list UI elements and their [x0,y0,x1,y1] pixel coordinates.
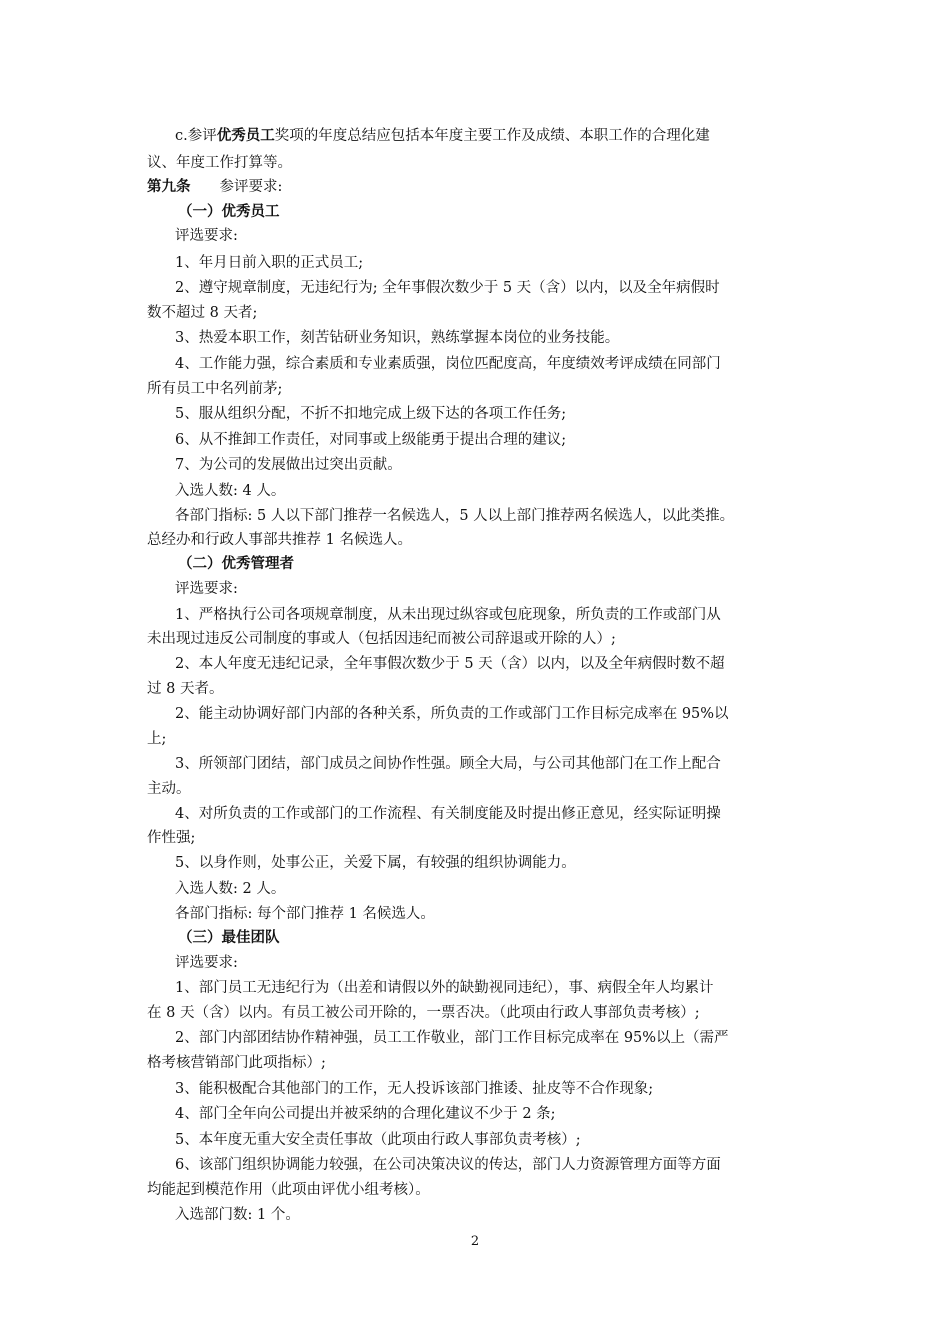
line-text: 6、从不推卸工作责任，对同事或上级能勇于提出合理的建议; [175,432,567,448]
text-line [147,1051,326,1075]
line-text: 未出现过违反公司制度的事或人（包括因违纪而被公司辞退或开除的人）; [147,631,616,647]
text-line [147,151,292,175]
line-text: 过 8 天者。 [147,681,224,697]
line-text: 格考核营销部门此项指标）; [147,1055,326,1071]
text-line [175,577,238,601]
line-text: 各部门指标: 5 人以下部门推荐一名候选人，5 人以上部门推荐两名候选人，以此类推。 [175,508,735,524]
text-line [175,251,363,275]
line-text: 入选人数: 4 人。 [175,483,286,499]
text-line [178,552,294,576]
text-line [147,727,166,751]
text-line [178,926,280,950]
line-text: 入选部门数: 1 个。 [175,1207,300,1223]
text-line [175,1026,729,1050]
line-text: 在 8 天（含）以内。有员工被公司开除的，一票否决。（此项由行政人事部负责考核）; [147,1005,700,1021]
text-line [175,802,721,826]
line-text: 数不超过 8 天者; [147,305,258,321]
text-line [175,352,721,376]
text-line [175,976,713,1000]
line-text: 3、所领部门团结，部门成员之间协作性强。顾全大局，与公司其他部门在工作上配合 [175,756,721,772]
line-text: 3、热爱本职工作，刻苦钻研业务知识，熟练掌握本岗位的业务技能。 [175,330,620,346]
line-text: 总经办和行政人事部共推荐 1 名候选人。 [147,532,412,548]
text-line [147,826,195,850]
text-line [175,402,566,426]
line-text: 议、年度工作打算等。 [147,155,292,171]
text-line [175,702,729,726]
line-text: 各部门指标: 每个部门推荐 1 名候选人。 [175,906,435,922]
line-text: 2、能主动协调好部门内部的各种关系，所负责的工作或部门工作目标完成率在 95%以 [175,706,729,722]
line-text: 评选要求: [175,955,238,971]
line-suffix: 参评要求: [190,179,283,195]
line-text: 5、本年度无重大安全责任事故（此项由行政人事部负责考核）; [175,1132,581,1148]
text-line [175,479,285,503]
line-text: 评选要求: [175,228,238,244]
text-line [147,1001,700,1025]
line-text: 2、遵守规章制度，无违纪行为; 全年事假次数少于 5 天（含）以内，以及全年病假时 [175,280,720,296]
line-text: 4、对所负责的工作或部门的工作流程、有关制度能及时提出修正意见，经实际证明操 [175,806,721,822]
text-line [175,752,721,776]
text-line [147,377,282,401]
text-line [175,951,238,975]
line-text: 1、部门员工无违纪行为（出差和请假以外的缺勤视同违纪），事、病假全年人均累计 [175,980,714,996]
text-line [147,1178,430,1202]
line-text: 作性强; [147,830,196,846]
text-line [175,276,720,300]
bold-heading: 第九条 [147,178,191,195]
line-text: 4、部门全年向公司提出并被采纳的合理化建议不少于 2 条; [175,1106,556,1122]
text-line [175,877,285,901]
text-line [175,1102,556,1126]
text-line [175,902,435,926]
text-line [175,124,710,148]
text-line [175,1153,721,1177]
line-text: 上; [147,731,167,747]
line-text: 2、本人年度无违纪记录，全年事假次数少于 5 天（含）以内，以及全年病假时数不超 [175,656,725,672]
page-number: 2 [470,1234,480,1249]
line-text: 7、为公司的发展做出过突出贡献。 [175,457,402,473]
text-line [175,1128,581,1152]
line-text: 1、严格执行公司各项规章制度，从未出现过纵容或包庇现象，所负责的工作或部门从 [175,607,721,623]
bold-heading: （一）优秀员工 [178,203,280,220]
bold-heading: （二）优秀管理者 [178,555,294,572]
line-text: 入选人数: 2 人。 [175,881,286,897]
text-line [175,326,619,350]
line-prefix: c.参评 [175,128,217,144]
text-line [147,677,223,701]
line-text: 3、能积极配合其他部门的工作，无人投诉该部门推诿、扯皮等不合作现象; [175,1081,654,1097]
text-line [147,301,257,325]
text-line [175,453,402,477]
line-suffix: 奖项的年度总结应包括本年度主要工作及成绩、本职工作的合理化建 [274,128,710,144]
line-text: 1、年月日前入职的正式员工; [175,255,364,271]
text-line [147,627,616,651]
text-line [147,175,282,199]
line-text: 5、服从组织分配，不折不扣地完成上级下达的各项工作任务; [175,406,567,422]
text-line [175,603,721,627]
text-line [178,200,280,224]
text-line [175,224,238,248]
line-text: 均能起到模范作用（此项由评优小组考核）。 [147,1182,430,1198]
bold-heading: （三）最佳团队 [178,929,280,946]
line-text: 6、该部门组织协调能力较强，在公司决策决议的传达，部门人力资源管理方面等方面 [175,1157,721,1173]
text-line [147,777,191,801]
line-text: 4、工作能力强，综合素质和专业素质强，岗位匹配度高，年度绩效考评成绩在同部门 [175,356,721,372]
text-line [147,528,412,552]
text-line [175,428,566,452]
text-line [175,652,725,676]
text-line [175,504,734,528]
line-text: 所有员工中名列前茅; [147,381,283,397]
text-line [175,1203,300,1227]
bold-heading: 优秀员工 [216,127,275,144]
line-text: 主动。 [147,781,191,797]
line-text: 评选要求: [175,581,238,597]
text-line [175,851,576,875]
text-line [175,1077,653,1101]
line-text: 2、部门内部团结协作精神强，员工工作敬业，部门工作目标完成率在 95%以上（需严 [175,1030,729,1046]
line-text: 5、以身作则，处事公正，关爱下属，有较强的组织协调能力。 [175,855,576,871]
